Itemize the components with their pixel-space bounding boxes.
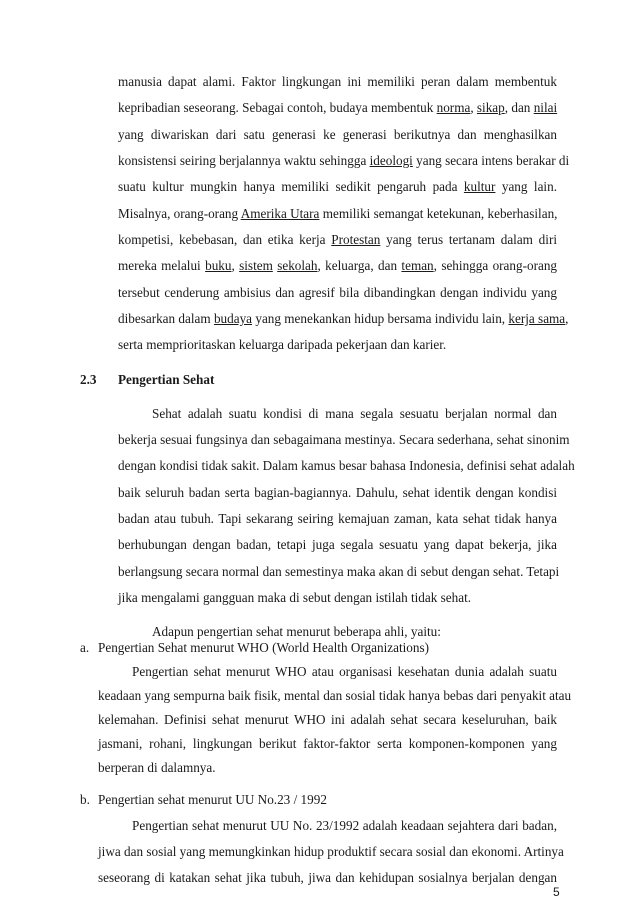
text-run: dibesarkan dalam (118, 311, 214, 326)
link-sikap[interactable]: sikap (476, 100, 505, 115)
paragraph-line (118, 179, 557, 195)
text-run: suatu kultur mungkin hanya memiliki sedikit pengaruh pada (118, 179, 464, 194)
page-number: 5 (553, 885, 560, 899)
text-run: mereka melalui (118, 258, 206, 273)
paragraph-line: Adapun pengertian sehat menurut beberapa ahli, yaitu: (152, 624, 441, 639)
paragraph-line (118, 100, 557, 116)
section-number: 2.3 (80, 372, 97, 387)
link-ideologi[interactable]: ideologi (369, 153, 413, 168)
link-nilai[interactable]: nilai (533, 100, 558, 115)
section-title: Pengertian Sehat (118, 372, 215, 387)
paragraph-line: seseorang di katakan sehat jika tubuh, jiwa dan kehidupan sosialnya berjalan dengan (98, 870, 557, 885)
paragraph-line: kelemahan. Definisi sehat menurut WHO ini adalah sehat secara keseluruhan, baik (98, 712, 557, 727)
paragraph-line (118, 206, 557, 222)
text-run: konsistensi seiring berjalannya waktu sehingga (118, 153, 370, 168)
paragraph-line (118, 153, 570, 169)
link-buku[interactable]: buku (205, 258, 232, 273)
paragraph-line: berlangsung secara normal dan semestinya maka akan di sebut dengan sehat. Tetapi (118, 564, 560, 579)
paragraph-line: badan atau tubuh. Tapi sekarang seiring kemajuan zaman, kata sehat tidak hanya (118, 511, 557, 526)
text-run: , (231, 258, 240, 273)
text-run: , (470, 100, 477, 115)
text-run: , dan (504, 100, 534, 115)
link-amerika-utara[interactable]: Amerika Utara (240, 206, 320, 221)
link-sistem[interactable]: sistem (239, 258, 273, 273)
text-run: memiliki semangat ketekunan, keberhasilan, (319, 206, 558, 221)
paragraph-line: berperan di dalamnya. (98, 760, 216, 775)
paragraph-line: baik seluruh badan serta bagian-bagiannya. Dahulu, sehat identik dengan kondisi (118, 485, 557, 500)
link-kultur[interactable]: kultur (463, 179, 496, 194)
paragraph-line: Pengertian sehat menurut UU No. 23/1992 adalah keadaan sejahtera dari badan, (132, 818, 557, 833)
paragraph-line: tersebut cenderung ambisius dan agresif bila dibandingkan dengan individu yang (118, 285, 557, 300)
paragraph-line (118, 258, 557, 274)
paragraph-line (118, 232, 557, 248)
paragraph-line: berhubungan dengan badan, tetapi juga segala sesuatu yang dapat bekerja, jika (118, 537, 557, 552)
link-budaya[interactable]: budaya (213, 311, 253, 326)
text-run: , keluarga, dan (317, 258, 402, 273)
text-run: yang terus tertanam dalam diri (380, 232, 557, 247)
paragraph-line: dengan kondisi tidak sakit. Dalam kamus besar bahasa Indonesia, definisi sehat adalah (118, 458, 575, 473)
link-teman[interactable]: teman (401, 258, 434, 273)
text-run: kompetisi, kebebasan, dan etika kerja (118, 232, 332, 247)
list-item-title: Pengertian sehat menurut UU No.23 / 1992 (98, 792, 327, 807)
list-item-title: Pengertian Sehat menurut WHO (World Health Organizations) (98, 640, 429, 655)
text-run: yang lain. (495, 179, 557, 194)
paragraph-line: Pengertian sehat menurut WHO atau organisasi kesehatan dunia adalah suatu (132, 664, 557, 679)
text-run: yang secara intens berakar di (412, 153, 570, 168)
paragraph-line: serta memprioritaskan keluarga daripada pekerjaan dan karier. (118, 337, 447, 352)
link-norma[interactable]: norma (436, 100, 471, 115)
text-run: , sehingga orang-orang (433, 258, 558, 273)
link-protestan[interactable]: Protestan (331, 232, 381, 247)
list-marker: a. (80, 640, 90, 655)
paragraph-line: manusia dapat alami. Faktor lingkungan ini memiliki peran dalam membentuk (118, 74, 557, 89)
paragraph-line: jiwa dan sosial yang memungkinkan hidup produktif secara sosial dan ekonomi. Artinya (98, 844, 564, 859)
link-kerja-sama[interactable]: kerja sama (508, 311, 566, 326)
text-run: kepribadian seseorang. Sebagai contoh, budaya membentuk (118, 100, 437, 115)
paragraph-line: yang diwariskan dari satu generasi ke generasi berikutnya dan menghasilkan (118, 127, 557, 142)
paragraph-line: Sehat adalah suatu kondisi di mana segala sesuatu berjalan normal dan (152, 406, 557, 421)
text-run: Misalnya, orang-orang (118, 206, 241, 221)
text-run: yang menekankan hidup bersama individu lain, (252, 311, 509, 326)
paragraph-line: bekerja sesuai fungsinya dan sebagaimana mestinya. Secara sederhana, sehat sinonim (118, 432, 570, 447)
list-marker: b. (80, 792, 90, 807)
paragraph-line: keadaan yang sempurna baik fisik, mental dan sosial tidak hanya bebas dari penyakit atau (98, 688, 572, 703)
link-sekolah[interactable]: sekolah (277, 258, 318, 273)
paragraph-line (118, 311, 569, 327)
text-run: , (565, 311, 569, 326)
paragraph-line: jika mengalami gangguan maka di sebut dengan istilah tidak sehat. (118, 590, 472, 605)
paragraph-line: jasmani, rohani, lingkungan berikut faktor-faktor serta komponen-komponen yang (98, 736, 557, 751)
